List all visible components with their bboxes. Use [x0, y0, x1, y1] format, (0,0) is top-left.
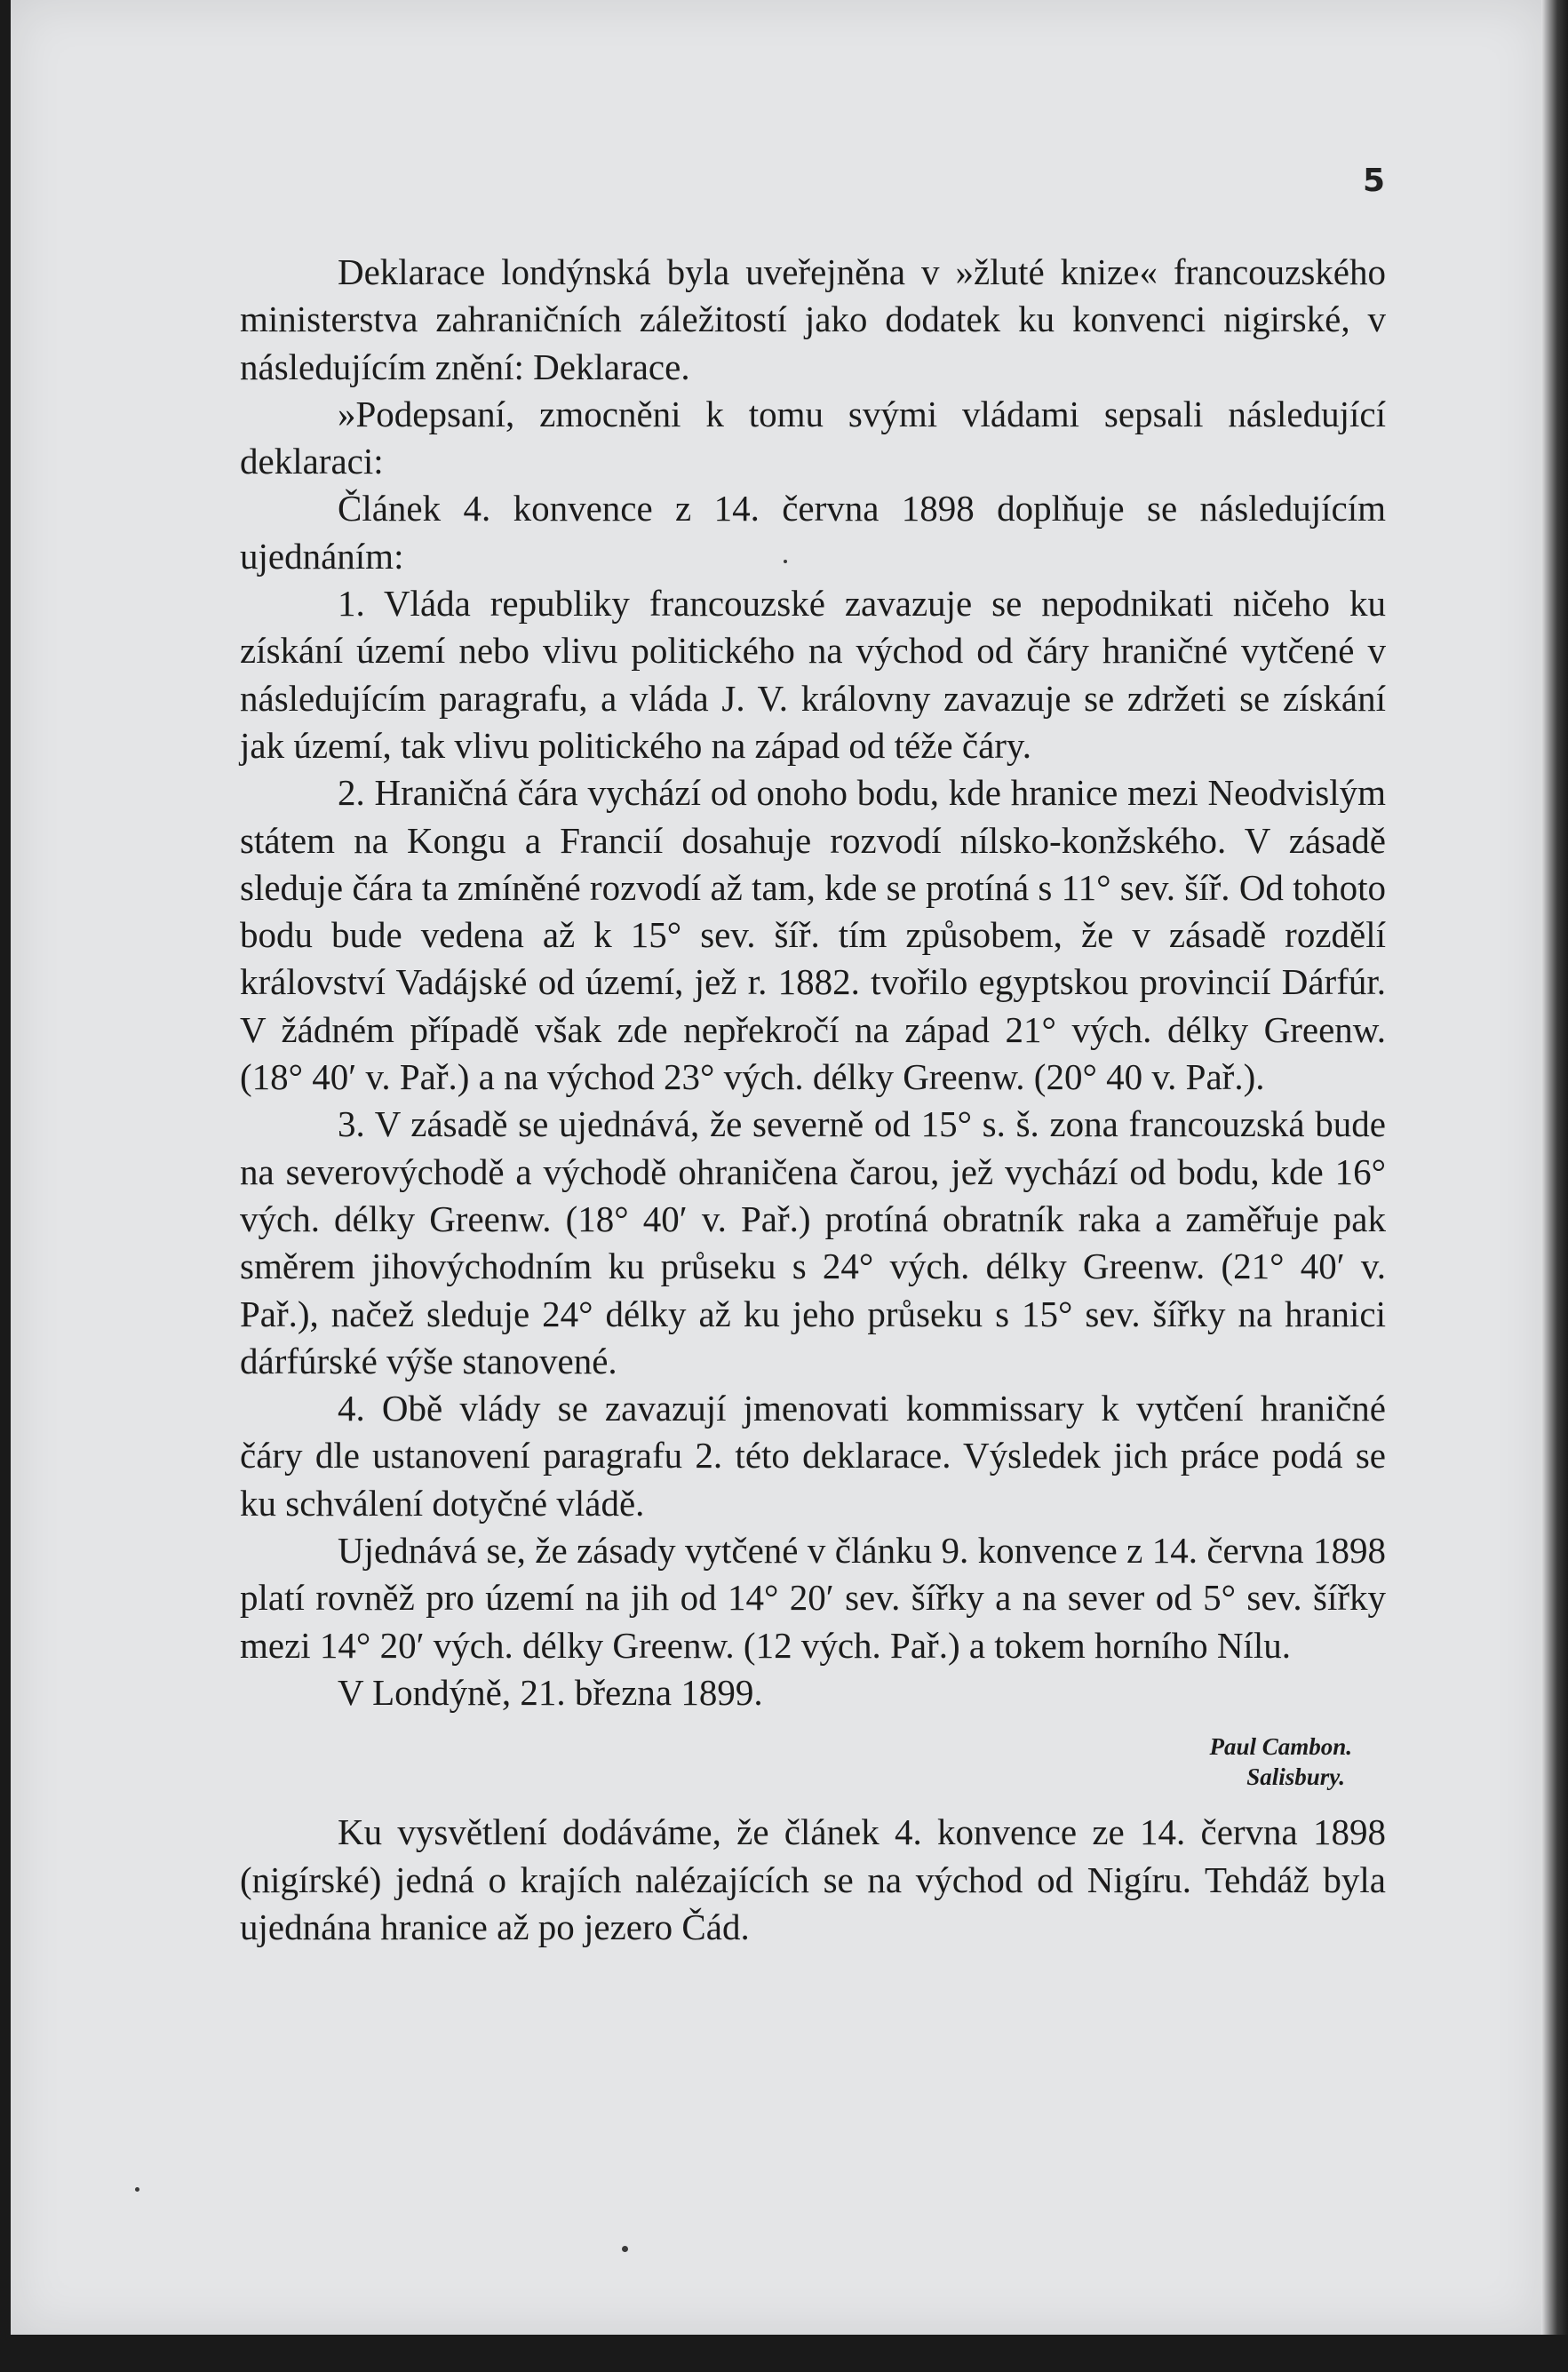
paragraph-explanation: Ku vysvětlení dodáváme, že článek 4. konvence ze 14. června 1898 (nigírské) jedná o krajích nalézajících se na východ od Nigíru. Tehdáž byla ujednána hranice až po jezero Čád.	[240, 1811, 1386, 1947]
page-number: 5	[1363, 163, 1386, 199]
dateline: V Londýně, 21. března 1899.	[338, 1671, 763, 1713]
paragraph-intro: Deklarace londýnská byla uveřejněna v »žluté knize« francouzského ministerstva zahraničních záležitostí jako dodatek ku konvenci nigirské, v následujícím znění: Deklarace.	[240, 251, 1386, 387]
paragraph-agreement: Ujednává se, že zásady vytčené v článku 9. konvence z 14. června 1898 platí rovněž pro území na jih od 14° 20′ sev. šířky a na sever od 5° sev. šířky mezi 14° 20′ vých. délky Greenw. (12 vých. Pař.) a tokem horního Nílu.	[240, 1530, 1386, 1666]
paragraph-point-1: 1. Vláda republiky francouzské zavazuje se nepodnikati ničeho ku získání území nebo vlivu politického na východ od čáry hraničné vytčené v následujícím paragrafu, a vláda J. V. královny zavazuje se zdržeti se získání jak území, tak vlivu politického na západ od téže čáry.	[240, 583, 1386, 766]
scan-speck	[784, 560, 787, 563]
page-sheet	[11, 0, 1546, 2335]
paragraph-point-2: 2. Hraničná čára vychází od onoho bodu, kde hranice mezi Neodvislým státem na Kongu a Francií dosahuje rozvodí nílsko-konžského. V zásadě sleduje čára ta zmíněné rozvodí až tam, kde se protíná s 11° sev. šíř. Od tohoto bodu bude vedena až k 15° sev. šíř. tím způsobem, že v zásadě rozdělí království Vadájské od území, jež r. 1882. tvořilo egyptskou provincií Dárfúr. V žádném případě však zde nepřekročí na západ 21° vých. délky Greenw. (18° 40′ v. Pař.) a na východ 23° vých. délky Greenw. (20° 40 v. Pař.).	[240, 772, 1386, 1098]
paragraph-point-4: 4. Obě vlády se zavazují jmenovati kommissary k vytčení hraničné čáry dle ustanovení paragrafu 2. této deklarace. Výsledek jich práce podá se ku schválení dotyčné vládě.	[240, 1388, 1386, 1524]
text-column	[240, 249, 1386, 1951]
scan-speck	[622, 2246, 628, 2252]
signature-cambon: Paul Cambon.	[1209, 1733, 1352, 1761]
paragraph-article-4: Článek 4. konvence z 14. června 1898 doplňuje se následujícím ujednáním:	[240, 488, 1386, 577]
page-edge-shadow	[1541, 0, 1568, 2335]
signature-block	[240, 1716, 1386, 1809]
paragraph-signatories: »Podepsaní, zmocněni k tomu svými vládami sepsali následující deklaraci:	[240, 393, 1386, 482]
paragraph-point-3: 3. V zásadě se ujednává, že severně od 15° s. š. zona francouzská bude na severovýchodě a východě ohraničena čarou, jež vychází od bodu, kde 16° vých. délky Greenw. (18° 40′ v. Pař.) protíná obratník raka a zaměřuje pak směrem jihovýchodním ku průseku s 24° vých. délky Greenw. (21° 40′ v. Pař.), načež sleduje 24° délky až ku jeho průseku s 15° sev. šířky na hranici dárfúrské výše stanovené.	[240, 1103, 1386, 1381]
scan-speck	[135, 2187, 139, 2192]
signature-salisbury: Salisbury.	[1246, 1763, 1345, 1791]
